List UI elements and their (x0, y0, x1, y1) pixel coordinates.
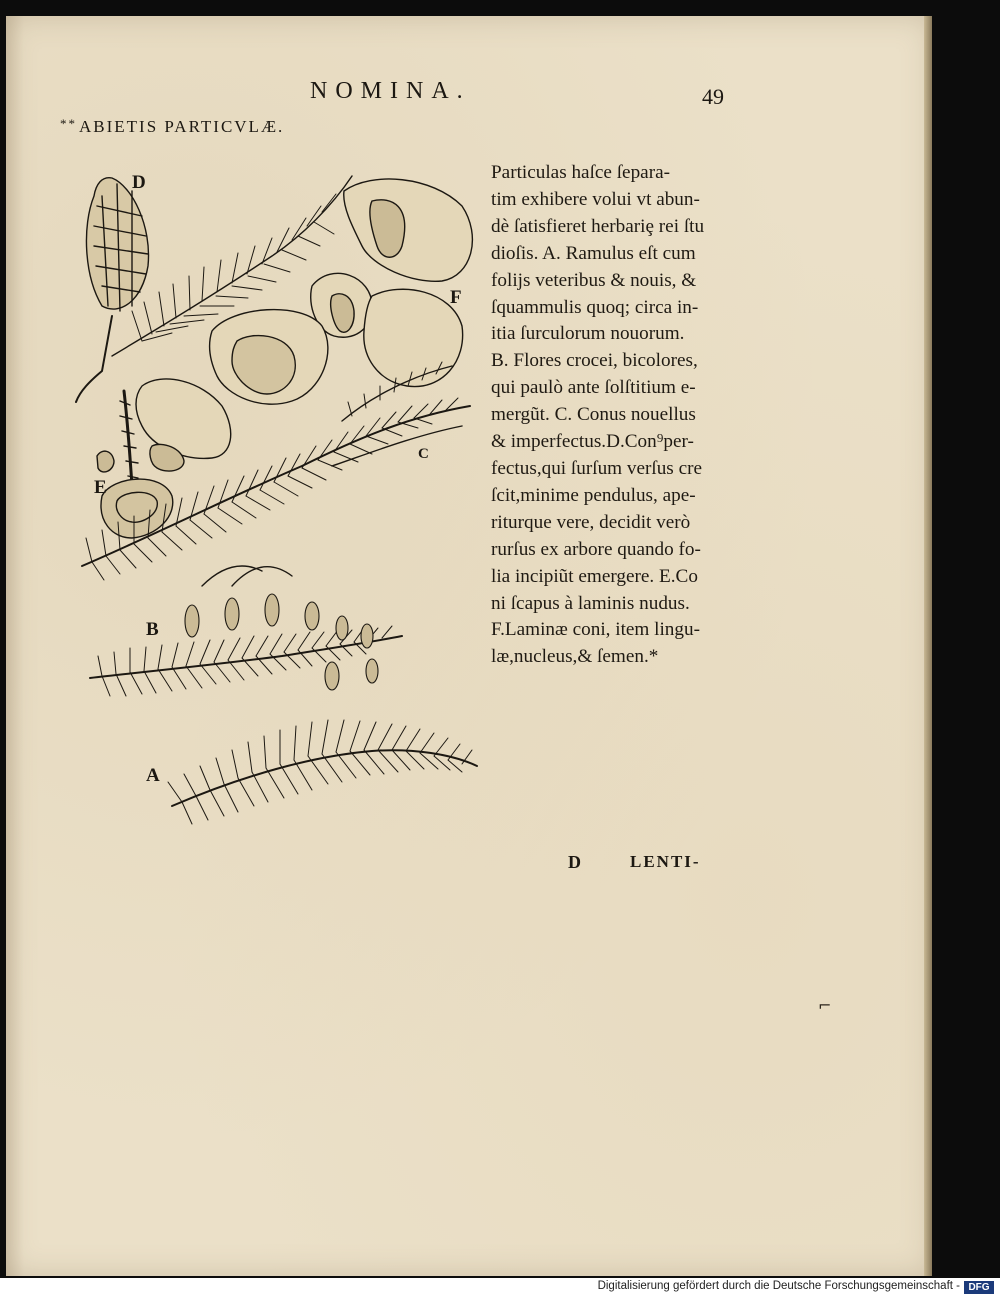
catchword: LENTI- (630, 852, 701, 871)
body-line: dè ſatisfieret herbariȩ rei ſtu (491, 215, 705, 237)
figure-label-b: B (146, 619, 159, 640)
page-edge (924, 16, 932, 1276)
running-head: NOMINA. (310, 78, 471, 104)
body-line: ni ſcapus à laminis nudus. (491, 592, 690, 614)
body-line: mergũt. C. Conus nouellus (491, 404, 696, 426)
body-line: B. Flores crocei, bicolores, (491, 350, 698, 372)
twig-a-drawing (168, 720, 477, 824)
dfg-logo[interactable]: DFG (964, 1281, 994, 1294)
ink-mark: ⌐ (818, 996, 832, 1015)
digitization-footer (0, 1278, 1000, 1297)
figure-label-c: C (418, 446, 429, 462)
body-line: fectus,qui ſurſum verſus cre (491, 457, 702, 479)
body-line: lia incipiũt emergere. E.Co (491, 565, 698, 587)
body-line: dioſis. A. Ramulus eſt cum (491, 242, 696, 264)
section-heading-text: ABIETIS PARTICVLÆ. (79, 117, 285, 136)
body-line: & imperfectus.D.Con⁹per- (491, 431, 694, 453)
footer-text: Digitalisierung gefördert durch die Deutsche Forschungsgemeinschaft - (597, 1280, 960, 1292)
figure-label-a: A (146, 765, 160, 786)
figure-label-e: E (94, 477, 107, 498)
body-line: læ,nucleus,& ſemen.* (491, 646, 659, 668)
signature-mark: D (568, 852, 581, 872)
cone-d-drawing (76, 178, 149, 402)
body-line: riturque vere, decidit verò (491, 511, 691, 533)
body-line: tim exhibere volui vt abun- (491, 188, 700, 210)
cone-scales-f-drawing (136, 179, 472, 471)
body-line: F.Laminæ coni, item lingu- (491, 619, 700, 641)
body-line: folijs veteribus & nouis, & (491, 269, 697, 291)
body-line: Particulas haſce ſepara- (491, 162, 670, 183)
section-marker: ** (60, 116, 77, 131)
woodcut-illustration (72, 166, 482, 846)
shoot-b-drawing (90, 566, 402, 696)
body-line: rurſus ex arbore quando fo- (491, 538, 701, 560)
figure-label-f: F (450, 287, 462, 308)
body-text (491, 160, 751, 671)
figure-label-d: D (132, 172, 146, 193)
body-line: itia ſurculorum nouorum. (491, 323, 685, 345)
body-line: ſcit,minime pendulus, ape- (491, 484, 696, 506)
section-heading (60, 116, 284, 137)
body-line: ſquammulis quoq; circa in- (491, 296, 699, 318)
page-number: 49 (702, 84, 724, 109)
body-line: qui paulò ante ſolſtitium e- (491, 377, 696, 399)
